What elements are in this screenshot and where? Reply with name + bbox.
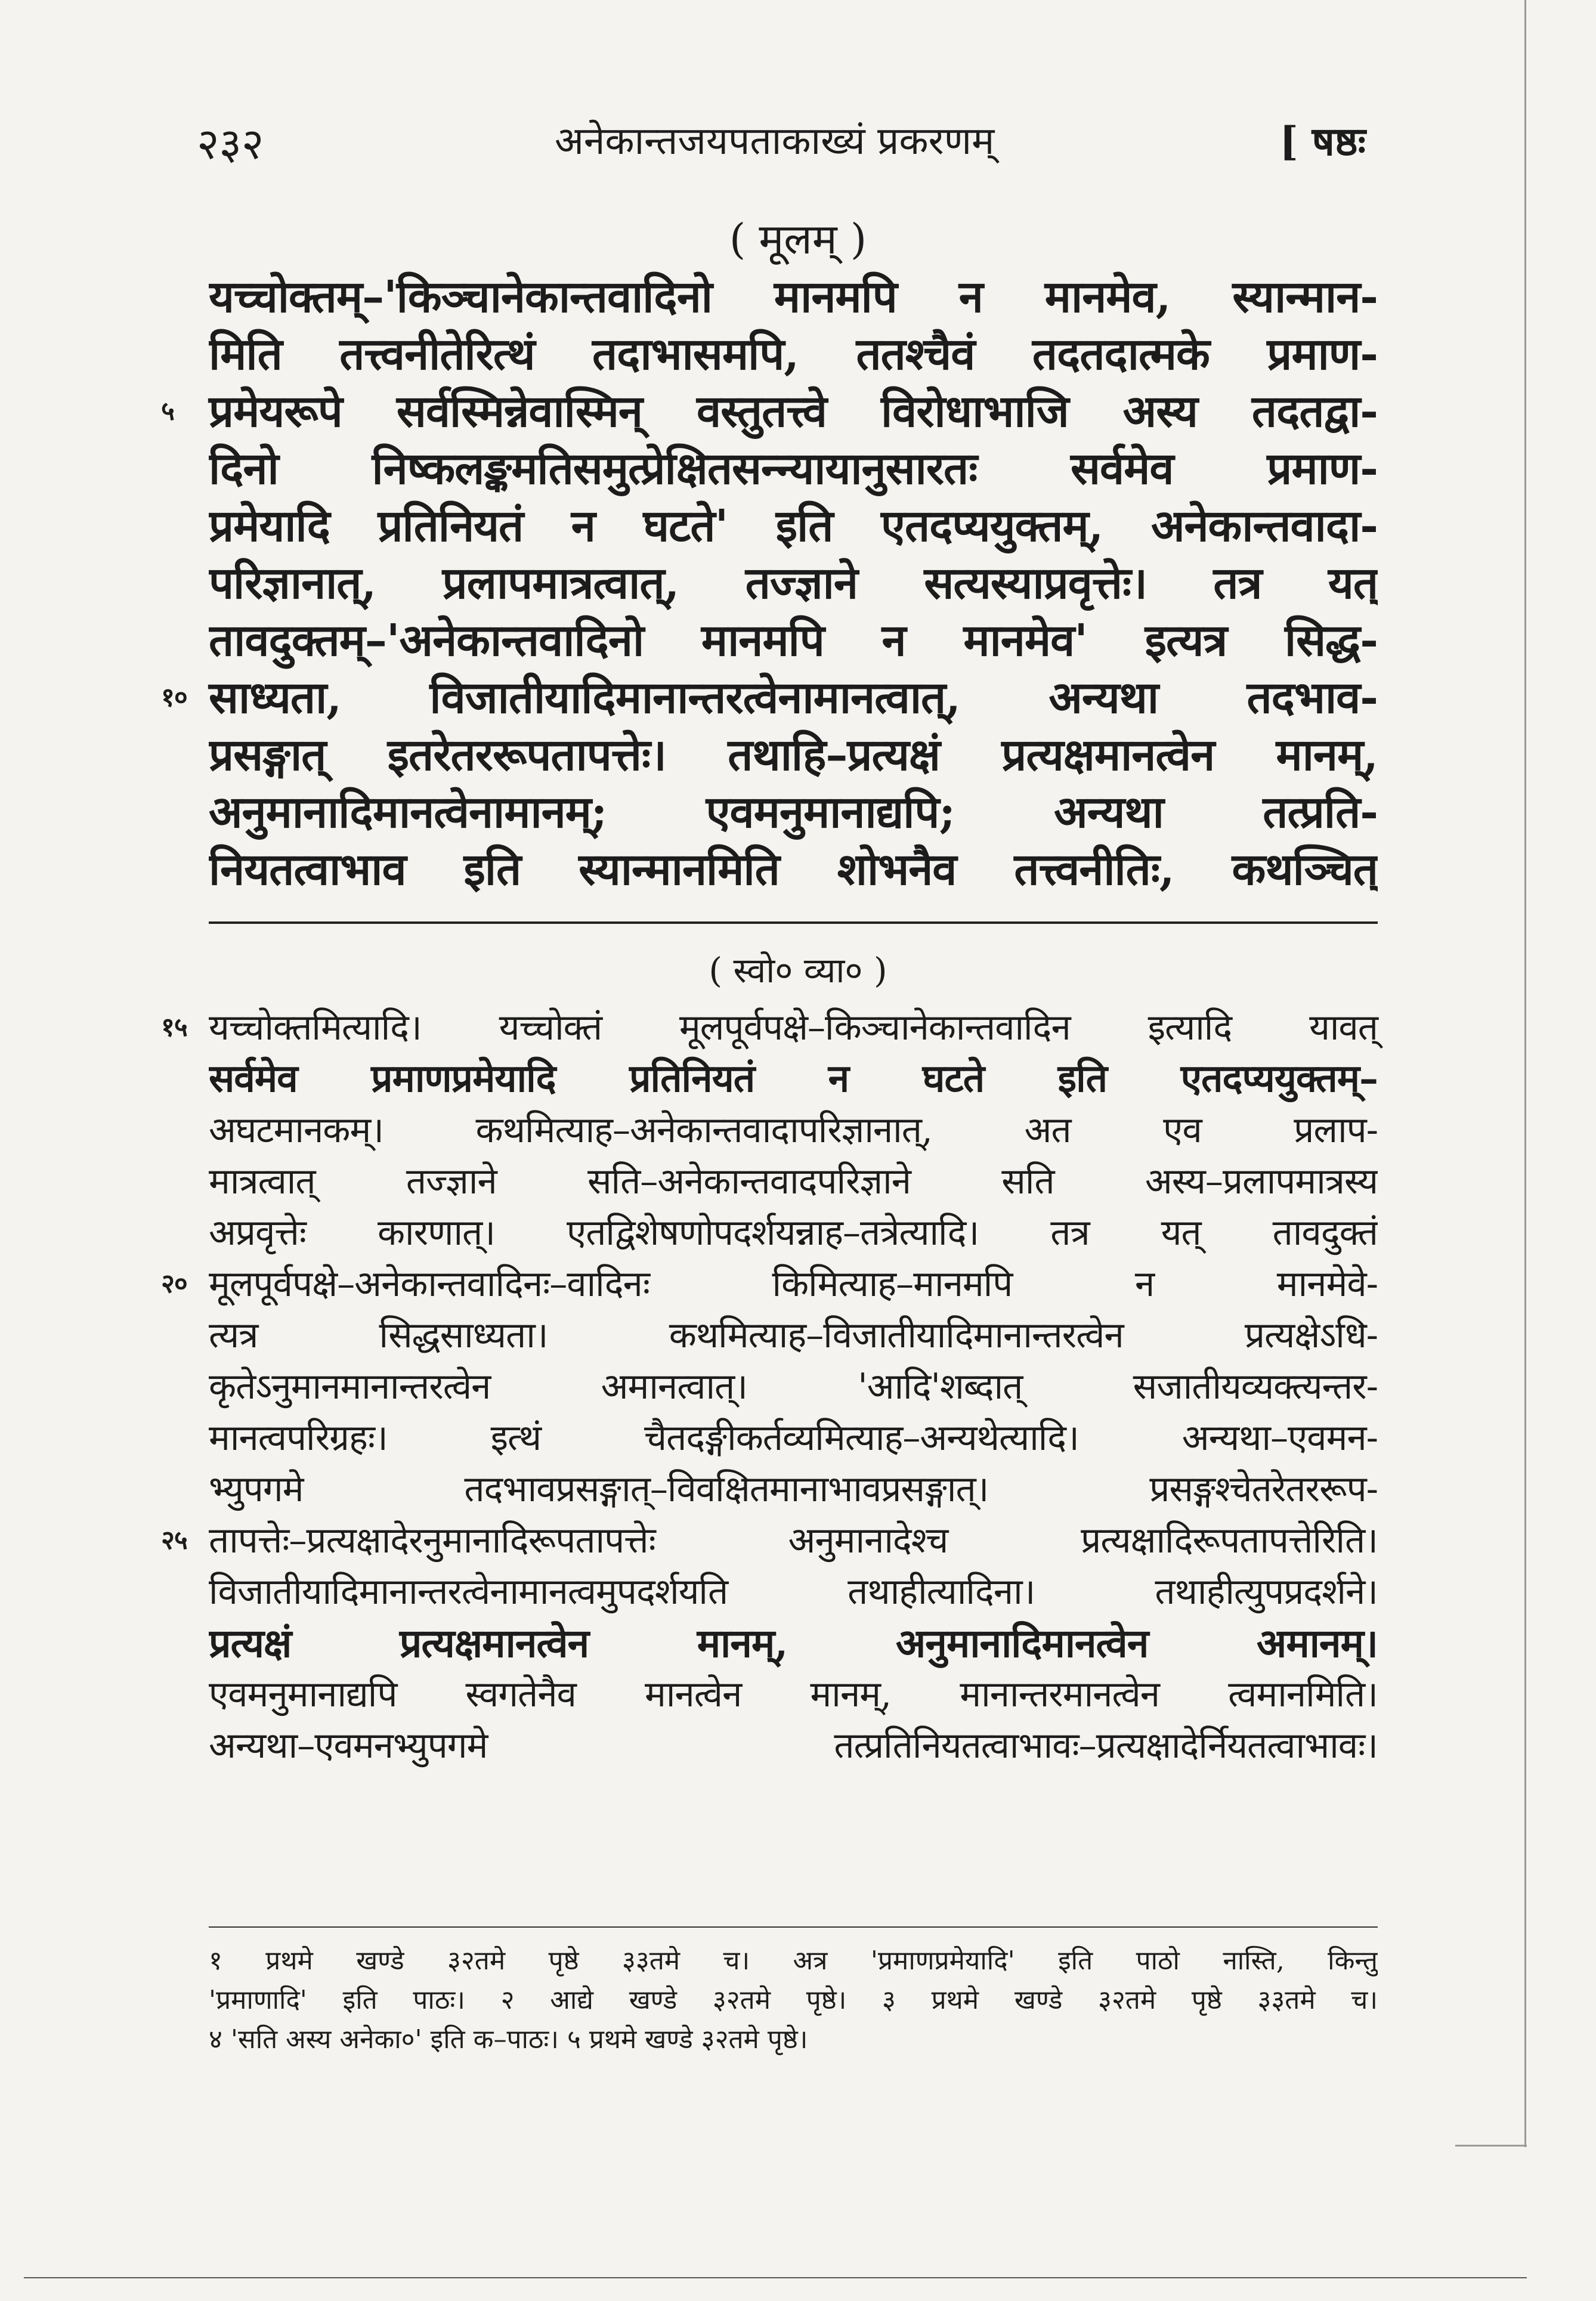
commentary-line [209, 1361, 1378, 1412]
commentary-line-text: कृतेऽनुमानमानान्तरत्वेन अमानत्वात्। 'आदि'शब्दात् सजातीयव्यक्त्यन्तर- [209, 1366, 1378, 1408]
root-line-text: प्रसङ्गात् इतरेतररूपतापत्तेः। तथाहि–प्रत्यक्षं प्रत्यक्षमानत्वेन मानम्, [209, 729, 1378, 781]
root-heading: ( मूलम् ) [729, 215, 867, 264]
line-number: १५ [161, 1012, 187, 1043]
section-marker: [ षष्ठः [1279, 118, 1366, 165]
commentary-line [209, 1566, 1378, 1617]
root-line [209, 326, 1378, 383]
commentary-line [209, 1053, 1378, 1105]
root-line-text: प्रमेयरूपे सर्वस्मिन्नेवास्मिन् वस्तुतत्त्वे विरोधाभाजि अस्य तदतद्वा- [209, 386, 1378, 437]
root-line [209, 841, 1378, 898]
commentary-line [209, 1464, 1378, 1515]
page-header [197, 113, 1366, 179]
commentary-line-text: अप्रवृत्तेः कारणात्। एतद्विशेषणोपदर्शयन्नाह–तत्रेत्यादि। तत्र यत् तावदुक्तं [209, 1212, 1378, 1254]
commentary-line-text: त्यत्र सिद्धसाध्यता। कथमित्याह–विजातीयादिमानान्तरत्वेन प्रत्यक्षेऽधि- [209, 1315, 1378, 1356]
commentary-line-text: मात्रत्वात् तज्ज्ञाने सति–अनेकान्तवादपरिज्ञाने सति अस्य–प्रलापमात्रस्य [209, 1161, 1378, 1202]
commentary-line-text: एवमनुमानाद्यपि स्वगतेनैव मानत्वेन मानम्, मानान्तरमानत्वेन त्वमानमिति। [209, 1674, 1378, 1715]
root-line-text: तावदुक्तम्–'अनेकान्तवादिनो मानमपि न मानमेव' इत्यत्र सिद्ध- [209, 615, 1378, 666]
commentary-line-text: विजातीयादिमानान्तरत्वेनामानत्वमुपदर्शयति तथाहीत्यादिना। तथाहीत्युपप्रदर्शने। [209, 1571, 1378, 1613]
commentary-line-text: अघटमानकम्। कथमित्याह–अनेकान्तवादापरिज्ञानात्, अत एव प्रलाप- [209, 1109, 1378, 1151]
root-line [209, 268, 1378, 326]
footnote-rule [209, 1926, 1378, 1928]
commentary-line [161, 1515, 1378, 1566]
page-edge-line [1524, 0, 1526, 2147]
root-line [209, 612, 1378, 669]
footnote-line: १ प्रथमे खण्डे ३२तमे पृष्ठे ३३तमे च। अत्र 'प्रमाणप्रमेयादि' इति पाठो नास्ति, किन्तु [209, 1946, 1378, 1976]
page-number: २३२ [197, 119, 264, 169]
footnote-line: 'प्रमाणादि' इति पाठः। २ आद्ये खण्डे ३२तमे पृष्ठे। ३ प्रथमे खण्डे ३२तमे पृष्ठे ३३तमे च। [209, 1985, 1378, 2015]
root-line [161, 383, 1378, 440]
commentary-line-text: मूलपूर्वपक्षे–अनेकान्तवादिनः–वादिनः किमित्याह–मानमपि न मानमेवे- [209, 1263, 1378, 1305]
root-line [209, 555, 1378, 612]
root-line-text: मिति तत्त्वनीतेरित्थं तदाभासमपि, ततश्चैवं तदतदात्मके प्रमाण- [209, 329, 1378, 380]
root-line [209, 497, 1378, 555]
line-number: ५ [161, 396, 174, 426]
section-divider [209, 921, 1378, 924]
root-line-text: परिज्ञानात्, प्रलापमात्रत्वात्, तज्ज्ञाने सत्यस्याप्रवृत्तेः। तत्र यत् [209, 558, 1378, 609]
commentary-line-text: प्रत्यक्षं प्रत्यक्षमानत्वेन मानम्, अनुमानादिमानत्वेन अमानम्। [209, 1620, 1378, 1666]
running-title: अनेकान्तजयपताकाख्यं प्रकरणम् [555, 119, 995, 163]
footnote-line: ४ 'सति अस्य अनेका०' इति क–पाठः। ५ प्रथमे खण्डे ३२तमे पृष्ठे। [209, 2024, 808, 2055]
commentary-heading: ( स्वो० व्या० ) [709, 950, 887, 991]
scan-bottom-rule [24, 2277, 1527, 2278]
commentary-line [209, 1669, 1378, 1720]
root-line [209, 784, 1378, 841]
page-edge-foot-line [1455, 2145, 1527, 2147]
root-line-text: यच्चोक्तम्–'किञ्चानेकान्तवादिनो मानमपि न मानमेव, स्यान्मान- [209, 271, 1378, 323]
root-line [209, 440, 1378, 497]
commentary-line-text: मानत्वपरिग्रहः। इत्थं चैतदङ्गीकर्तव्यमित्याह–अन्यथेत्यादि। अन्यथा–एवमन- [209, 1417, 1378, 1459]
root-line-text: दिनो निष्कलङ्कमतिसमुत्प्रेक्षितसन्न्यायानुसारतः सर्वमेव प्रमाण- [209, 443, 1378, 494]
root-line-text: अनुमानादिमानत्वेनामानम्; एवमनुमानाद्यपि; अन्यथा तत्प्रति- [209, 787, 1378, 838]
root-line-text: साध्यता, विजातीयादिमानान्तरत्वेनामानत्वात्, अन्यथा तदभाव- [209, 672, 1378, 723]
commentary-line-text: यच्चोक्तमित्यादि। यच्चोक्तं मूलपूर्वपक्षे–किञ्चानेकान्तवादिन इत्यादि यावत् [209, 1007, 1378, 1049]
root-line [161, 669, 1378, 726]
commentary-line-text: तापत्तेः–प्रत्यक्षादेरनुमानादिरूपतापत्तेः अनुमानादेश्च प्रत्यक्षादिरूपतापत्तेरिति। [209, 1520, 1378, 1561]
commentary-line-text: अन्यथा–एवमनभ्युपगमे तत्प्रतिनियतत्वाभावः–प्रत्यक्षादेर्नियतत्वाभावः। [209, 1725, 1378, 1767]
commentary-line-text: सर्वमेव प्रमाणप्रमेयादि प्रतिनियतं न घटते इति एतदप्ययुक्तम्– [209, 1056, 1378, 1101]
root-line [209, 726, 1378, 784]
commentary-line [161, 1258, 1378, 1310]
line-number: २० [161, 1269, 187, 1299]
line-number: २५ [161, 1525, 187, 1555]
root-line-text: नियतत्वाभाव इति स्यान्मानमिति शोभनैव तत्त्वनीतिः, कथञ्चित् [209, 844, 1378, 895]
commentary-line [209, 1412, 1378, 1464]
commentary-line [209, 1207, 1378, 1258]
commentary-line-text: भ्युपगमे तदभावप्रसङ्गात्–विवक्षितमानाभावप्रसङ्गात्। प्रसङ्गश्चेतरेतररूप- [209, 1468, 1378, 1510]
root-line-text: प्रमेयादि प्रतिनियतं न घटते' इति एतदप्ययुक्तम्, अनेकान्तवादा- [209, 500, 1378, 552]
commentary-line [209, 1310, 1378, 1361]
commentary-line [209, 1156, 1378, 1207]
commentary-line [209, 1617, 1378, 1669]
line-number: १० [161, 682, 187, 713]
commentary-line [161, 1002, 1378, 1053]
commentary-line [209, 1720, 1378, 1771]
commentary-line [209, 1105, 1378, 1156]
